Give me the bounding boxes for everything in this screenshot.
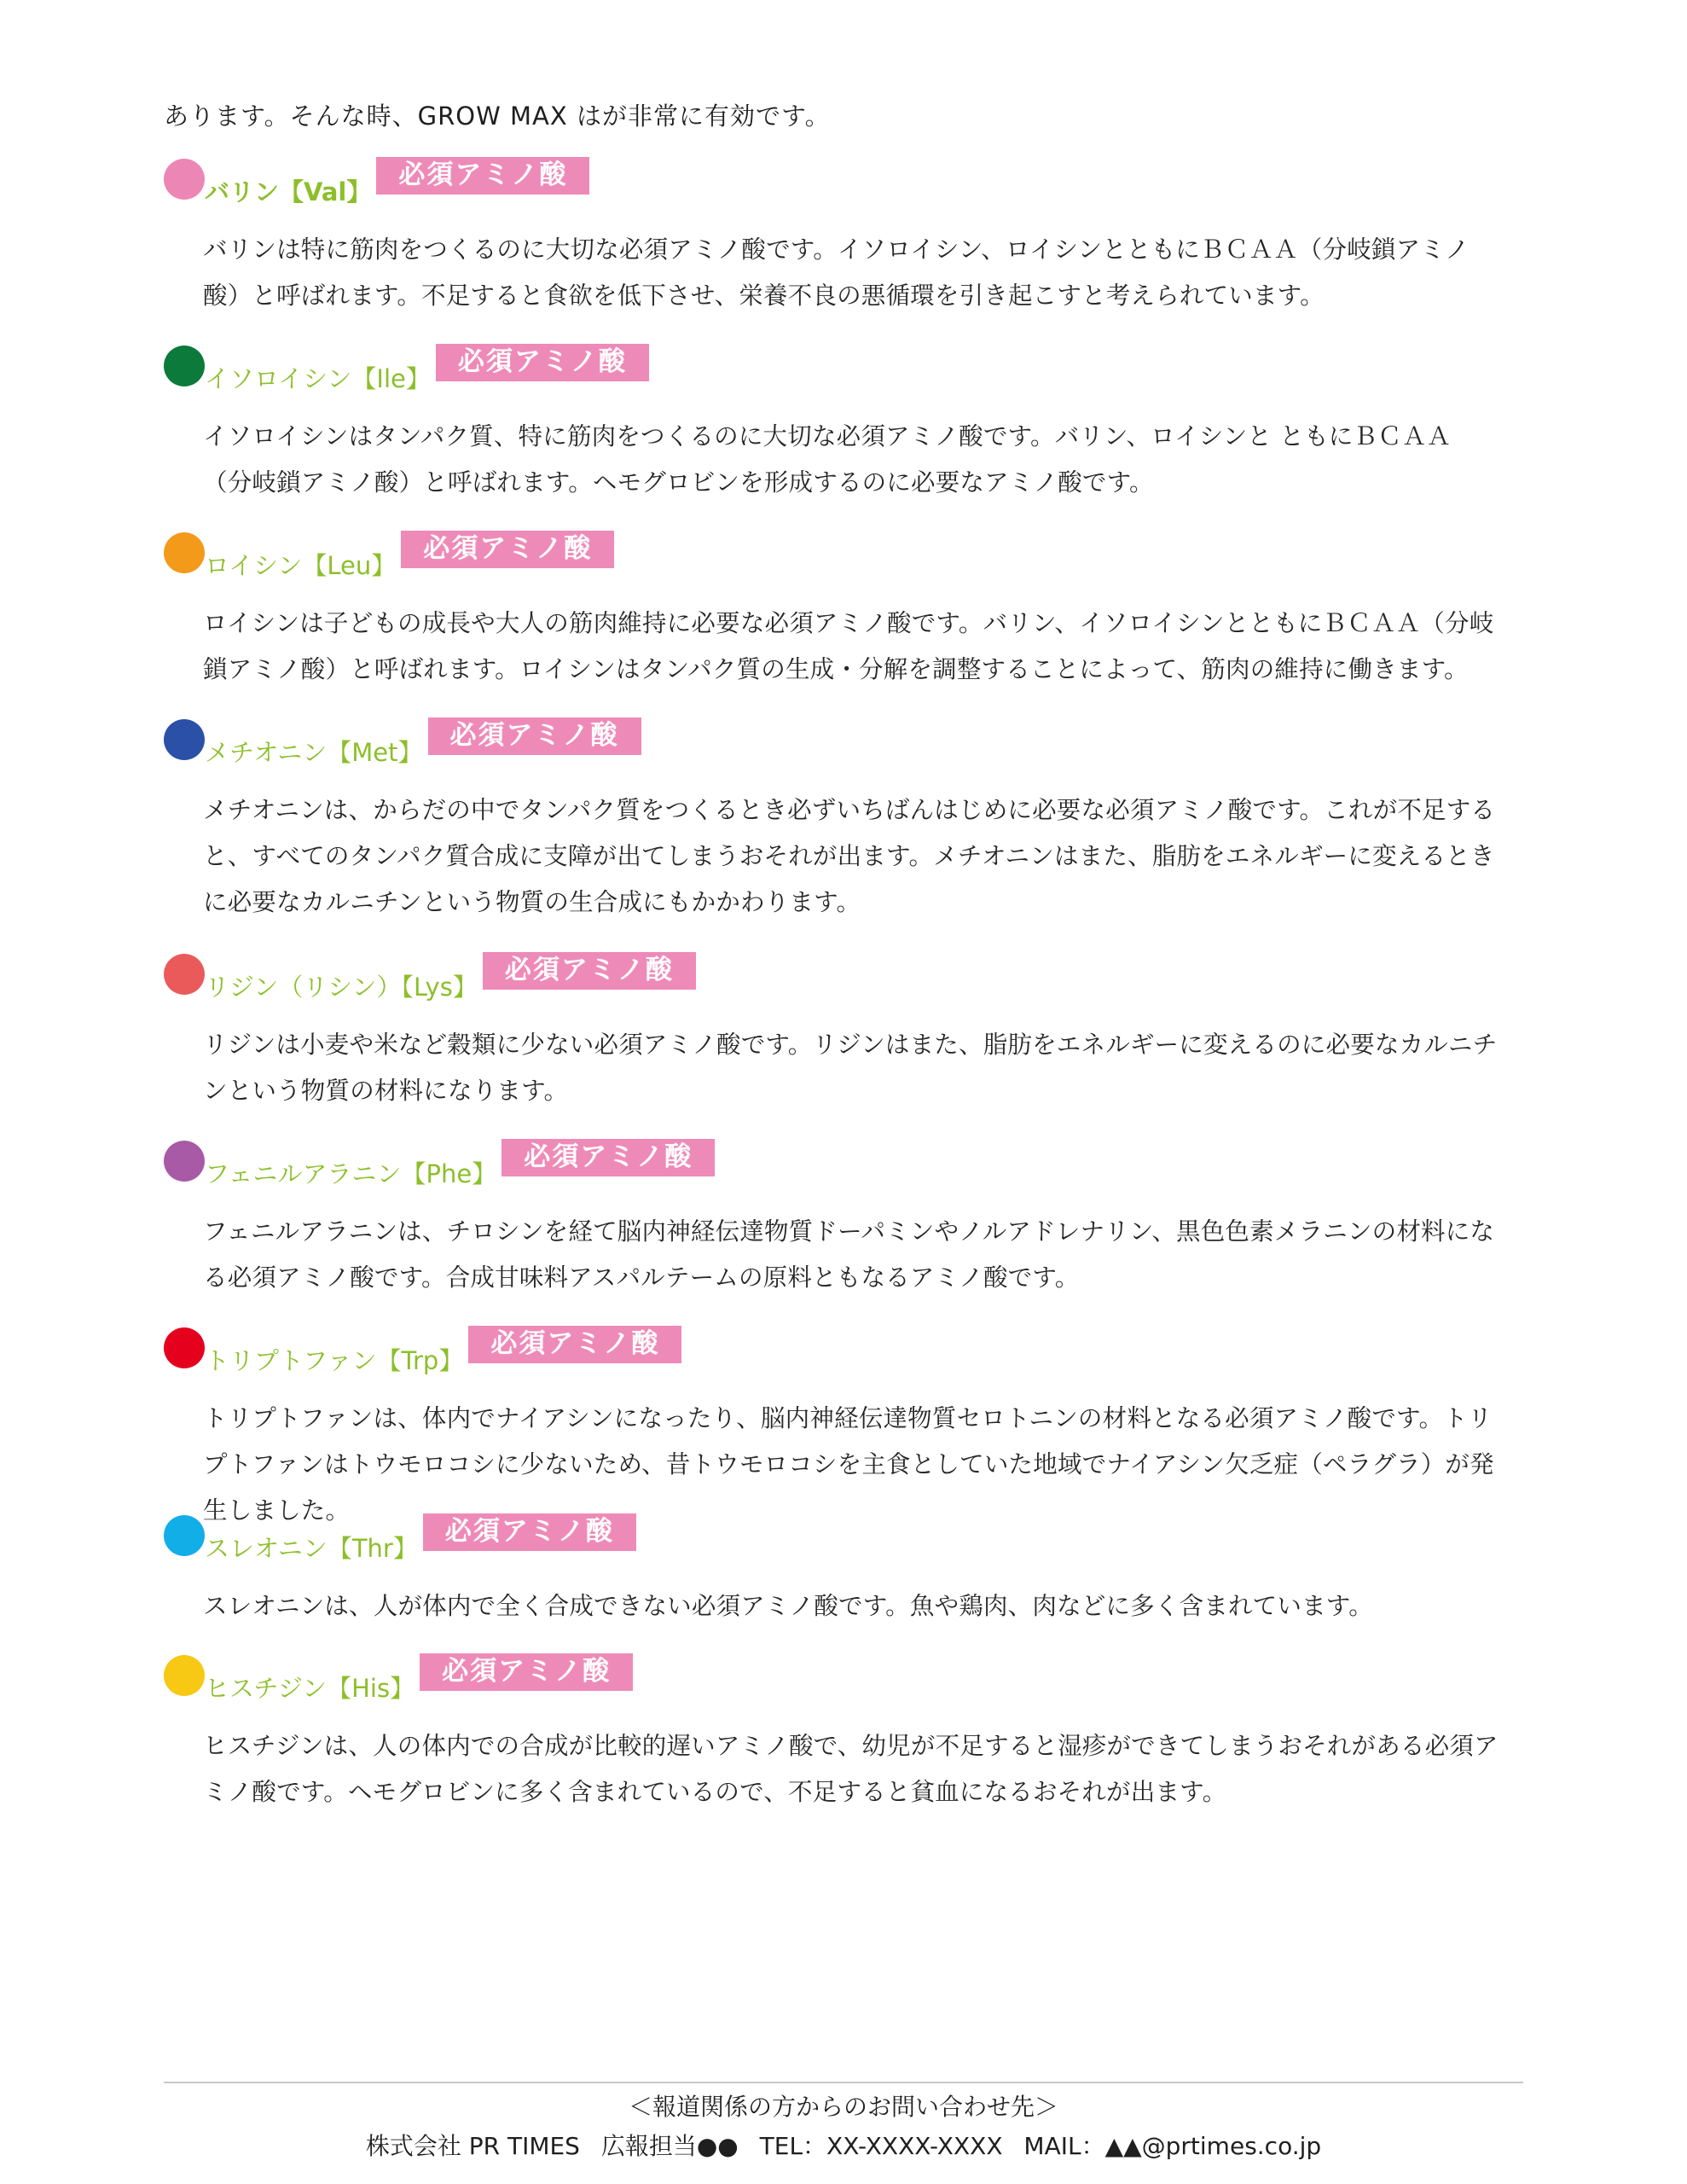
item-title <box>205 955 696 1003</box>
item-name: トリプトファン【Trp】 <box>205 1346 464 1375</box>
amino-acid-item-thr <box>162 1508 1527 1629</box>
item-name: イソロイシン【Ile】 <box>205 364 431 393</box>
essential-badge: 必須アミノ酸 <box>436 344 649 381</box>
contact-tel: TEL：XX-XXXX-XXXX <box>759 2132 1003 2160</box>
amino-acid-item-val <box>162 152 1527 319</box>
amino-acid-item-leu <box>162 526 1527 693</box>
item-name: バリン【Val】 <box>205 177 372 206</box>
item-description: スレオニンは、人が体内で全く合成できない必須アミノ酸です。魚や鶏肉、肉などに多く含まれています。 <box>203 1592 1373 1620</box>
item-name: ヒスチジン【His】 <box>205 1674 415 1703</box>
amino-acid-item-his <box>162 1648 1527 1815</box>
contact-line <box>0 2129 1687 2164</box>
amino-acid-item-lys <box>162 947 1527 1114</box>
purple-dot-icon <box>164 1141 205 1182</box>
item-name: リジン（リシン）【Lys】 <box>205 973 478 1002</box>
item-name: ロイシン【Leu】 <box>205 551 397 580</box>
item-name: スレオニン【Thr】 <box>205 1534 418 1563</box>
item-description: メチオニンは、からだの中でタンパク質をつくるとき必ずいちばんはじめに必要な必須アミノ酸です。これが不足すると、すべてのタンパク質合成に支障が出てしまうおそれが出ます。メチオニンはまた、脂肪をエネルギーに変えるときに必要なカルニチンという物質の生合成にもかかわります。 <box>203 796 1496 916</box>
amino-acid-item-ile <box>162 339 1527 506</box>
item-title <box>205 720 641 769</box>
item-description: イソロイシンはタンパク質、特に筋肉をつくるのに大切な必須アミノ酸です。バリン、ロイシンと ともにＢＣＡＡ（分岐鎖アミノ酸）と呼ばれます。ヘモグロビンを形成するのに必要なアミノ酸です。 <box>203 422 1452 497</box>
item-description: リジンは小麦や米など穀類に少ない必須アミノ酸です。リジンはまた、脂肪をエネルギーに変えるのに必要なカルニチンという物質の材料になります。 <box>203 1031 1498 1105</box>
item-description: ロイシンは子どもの成長や大人の筋肉維持に必要な必須アミノ酸です。バリン、イソロイシンとともにＢＣＡＡ（分岐鎖アミノ酸）と呼ばれます。ロイシンはタンパク質の生成・分解を調整することによって、筋肉の維持に働きます。 <box>203 609 1494 683</box>
item-title <box>205 533 614 582</box>
item-name: メチオニン【Met】 <box>205 738 423 767</box>
green-dot-icon <box>164 346 205 386</box>
footer-divider <box>164 2082 1523 2083</box>
orange-dot-icon <box>164 532 205 573</box>
contact-mail: MAIL：▲▲@prtimes.co.jp <box>1023 2132 1322 2160</box>
essential-badge: 必須アミノ酸 <box>428 717 641 755</box>
item-title <box>205 1516 636 1565</box>
essential-badge: 必須アミノ酸 <box>423 1513 636 1551</box>
red-dot-icon <box>164 954 205 995</box>
item-title <box>205 1328 681 1377</box>
item-title <box>205 1656 633 1705</box>
item-description: ヒスチジンは、人の体内での合成が比較的遅いアミノ酸で、幼児が不足すると湿疹ができてしまうおそれがある必須アミノ酸です。ヘモグロビンに多く含まれているので、不足すると貧血になるおそれが出ます。 <box>203 1732 1499 1806</box>
contact-heading: ＜報道関係の方からのお問い合わせ先＞ <box>628 2093 1058 2121</box>
essential-badge: 必須アミノ酸 <box>468 1326 681 1363</box>
contact-person: 広報担当●● <box>600 2132 739 2160</box>
item-name: フェニルアラニン【Phe】 <box>205 1159 497 1188</box>
amino-acid-item-trp <box>162 1321 1527 1534</box>
essential-badge: 必須アミノ酸 <box>501 1139 715 1176</box>
item-description: バリンは特に筋肉をつくるのに大切な必須アミノ酸です。イソロイシン、ロイシンとともにＢＣＡＡ（分岐鎖アミノ酸）と呼ばれます。不足すると食欲を低下させ、栄養不良の悪循環を引き起こすと考えられています。 <box>203 235 1470 310</box>
essential-badge: 必須アミノ酸 <box>401 531 614 568</box>
blue-dot-icon <box>164 719 205 760</box>
item-description: トリプトファンは、体内でナイアシンになったり、脳内神経伝達物質セロトニンの材料となる必須アミノ酸です。トリプトファンはトウモロコシに少ないため、昔トウモロコシを主食としていた地域でナイアシン欠乏症（ペラグラ）が発生しました。 <box>203 1404 1494 1525</box>
item-title <box>205 346 649 395</box>
item-title <box>205 1141 715 1190</box>
yellow-dot-icon <box>164 1655 205 1696</box>
intro-text: あります。そんな時、GROW MAX はが非常に有効です。 <box>164 102 831 131</box>
pink-dot-icon <box>164 159 205 200</box>
item-title <box>205 160 589 208</box>
amino-acid-item-phe <box>162 1134 1527 1301</box>
essential-badge: 必須アミノ酸 <box>420 1653 633 1691</box>
amino-acid-item-met <box>162 712 1527 926</box>
item-description: フェニルアラニンは、チロシンを経て脳内神経伝達物質ドーパミンやノルアドレナリン、黒色色素メラニンの材料になる必須アミノ酸です。合成甘味料アスパルテームの原料ともなるアミノ酸です。 <box>203 1217 1495 1292</box>
red-dot-icon <box>164 1327 205 1368</box>
company-name: 株式会社 PR TIMES <box>365 2132 580 2160</box>
essential-badge: 必須アミノ酸 <box>483 952 696 990</box>
cyan-dot-icon <box>164 1515 205 1556</box>
essential-badge: 必須アミノ酸 <box>376 157 589 195</box>
